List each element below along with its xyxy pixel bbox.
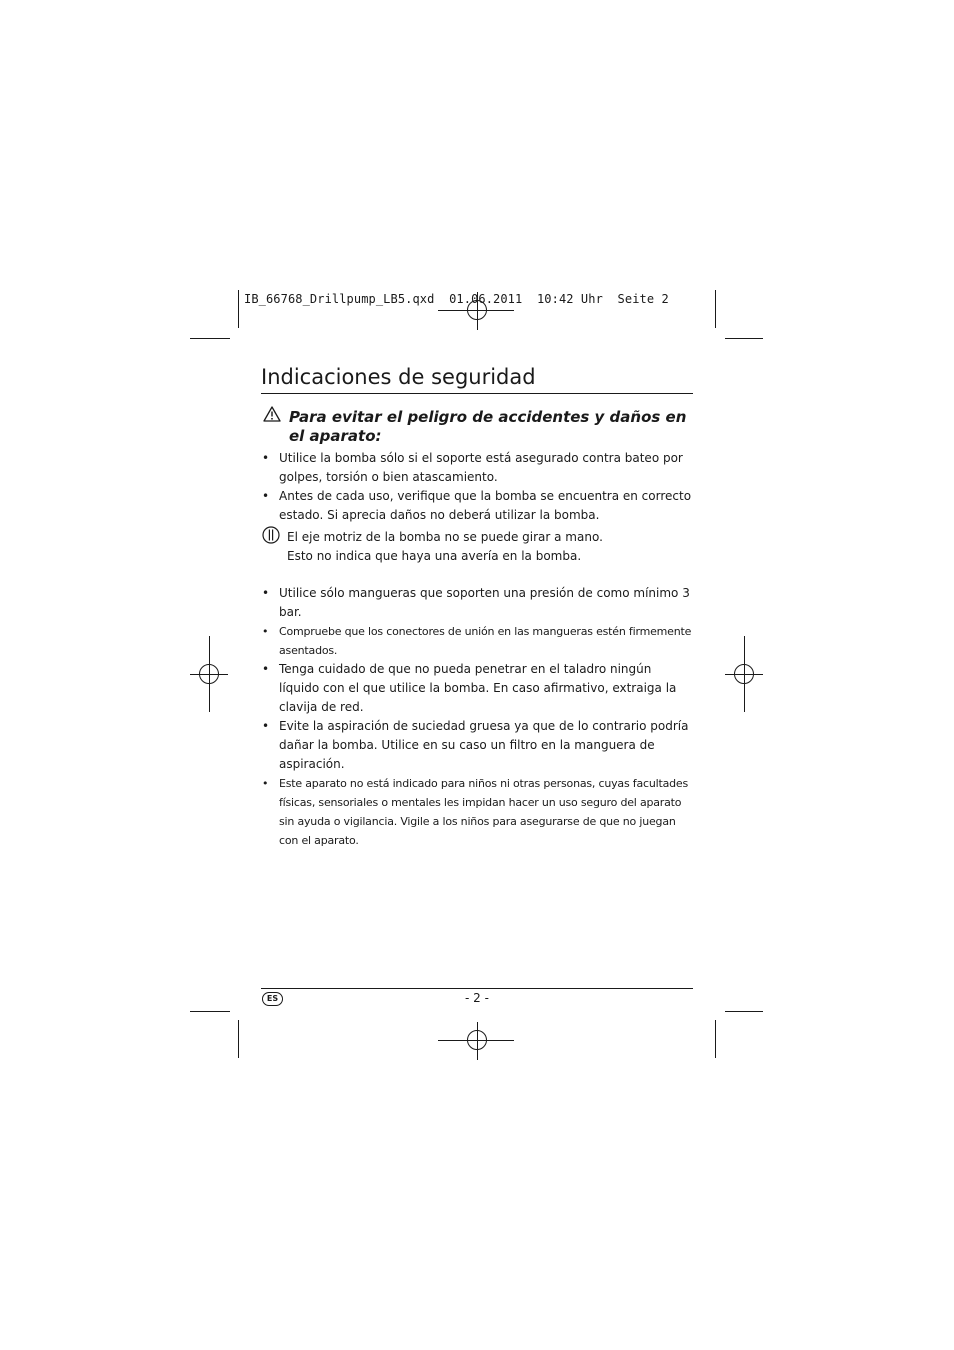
language-badge: ES	[262, 992, 283, 1006]
list-item	[262, 449, 694, 487]
title-rule	[261, 393, 693, 394]
safety-list-bottom	[262, 584, 694, 850]
list-item	[262, 487, 694, 525]
list-item-text: Utilice la bomba sólo si el soporte está asegurado contra bateo por golpes, torsión o bien atascamiento.	[279, 451, 683, 484]
info-note-line: Esto no indica que haya una avería en la bomba.	[287, 549, 582, 563]
list-item-text: Este aparato no está indicado para niños ni otras personas, cuyas facultades físicas, sensoriales o mentales les impidan hacer un uso seguro del aparato sin ayuda o vigilancia. Vigile a los niños para asegurarse de que no juegan con el aparato.	[279, 777, 689, 847]
list-item-text: Antes de cada uso, verifique que la bomba se encuentra en correcto estado. Si aprecia daños no deberá utilizar la bomba.	[279, 489, 692, 522]
bullet: •	[262, 662, 270, 676]
safety-list-top	[262, 449, 694, 525]
list-item-text: Utilice sólo mangueras que soporten una presión de como mínimo 3 bar.	[279, 586, 690, 619]
info-note-line: El eje motriz de la bomba no se puede girar a mano.	[287, 530, 603, 544]
warning-triangle-icon	[263, 406, 281, 422]
list-item-text: Compruebe que los conectores de unión en las mangueras estén firmemente asentados.	[279, 625, 692, 657]
list-item	[262, 717, 694, 774]
bullet: •	[262, 719, 270, 733]
bullet: •	[262, 625, 269, 638]
warning-heading: Para evitar el peligro de accidentes y daños en el aparato:	[289, 408, 687, 445]
page-title: Indicaciones de seguridad	[261, 365, 536, 389]
info-circle-icon	[262, 526, 280, 544]
page-number: - 2 -	[465, 991, 489, 1005]
bullet: •	[262, 586, 270, 600]
bullet: •	[262, 777, 269, 790]
list-item-text: Evite la aspiración de suciedad gruesa ya que de lo contrario podría dañar la bomba. Utilice en su caso un filtro en la manguera de aspiración.	[279, 719, 689, 771]
list-item-text: Tenga cuidado de que no pueda penetrar en el taladro ningún líquido con el que utilice la bomba. En caso afirmativo, extraiga la clavija de red.	[279, 662, 677, 714]
bullet: •	[262, 451, 270, 465]
list-item	[262, 660, 694, 717]
info-note	[287, 528, 687, 566]
list-item	[262, 584, 694, 622]
footer-rule	[261, 988, 693, 989]
bullet: •	[262, 489, 270, 503]
list-item	[262, 774, 694, 850]
print-slug-line: IB_66768_Drillpump_LB5.qxd 01.06.2011 10:42 Uhr Seite 2	[244, 292, 669, 306]
list-item	[262, 622, 694, 660]
